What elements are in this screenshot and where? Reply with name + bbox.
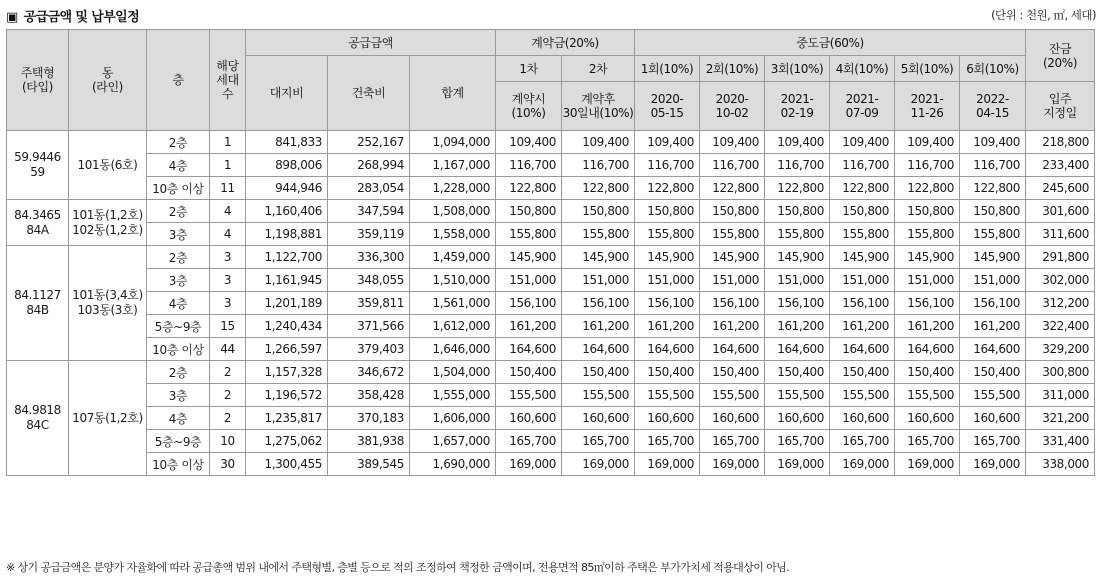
middle-payment-2-cell: 161,200 [700,315,765,338]
floor-cell: 2층 [147,200,210,223]
section-title-text: 공급금액 및 납부일정 [23,10,140,25]
unit-type-cell: 59.9446 59 [7,131,69,200]
middle-payment-1-cell: 160,600 [635,407,700,430]
floor-cell: 5층~9층 [147,315,210,338]
land-cost-cell: 1,198,881 [246,223,328,246]
land-cost-cell: 1,160,406 [246,200,328,223]
deposit-1-cell: 151,000 [496,269,562,292]
middle-payment-3-cell: 150,400 [765,361,830,384]
middle-payment-3-cell: 156,100 [765,292,830,315]
middle-payment-2-cell: 151,000 [700,269,765,292]
floor-cell: 2층 [147,131,210,154]
land-cost-cell: 841,833 [246,131,328,154]
deposit-2-cell: 116,700 [562,154,635,177]
building-cost-cell: 336,300 [328,246,410,269]
deposit-2-cell: 156,100 [562,292,635,315]
balance-cell: 300,800 [1026,361,1095,384]
building-cost-cell: 347,594 [328,200,410,223]
middle-payment-3-cell: 155,500 [765,384,830,407]
middle-payment-5-cell: 150,800 [895,200,960,223]
table-row [7,200,1095,223]
header-deposit-1-due: 계약시 (10%) [496,82,562,131]
building-line-cell: 101동(6호) [69,131,147,200]
deposit-2-cell: 122,800 [562,177,635,200]
deposit-2-cell: 150,800 [562,200,635,223]
middle-payment-1-cell: 122,800 [635,177,700,200]
deposit-1-cell: 160,600 [496,407,562,430]
middle-payment-2-cell: 150,400 [700,361,765,384]
building-line-cell: 101동(3,4호) 103동(3호) [69,246,147,361]
floor-cell: 2층 [147,361,210,384]
square-bullet-icon: ▣ [6,10,18,25]
middle-payment-5-cell: 155,500 [895,384,960,407]
households-cell: 2 [210,407,246,430]
total-cell: 1,504,000 [410,361,496,384]
middle-payment-4-cell: 165,700 [830,430,895,453]
deposit-2-cell: 109,400 [562,131,635,154]
middle-payment-3-cell: 116,700 [765,154,830,177]
floor-cell: 3층 [147,269,210,292]
land-cost-cell: 1,196,572 [246,384,328,407]
building-cost-cell: 268,994 [328,154,410,177]
middle-payment-1-cell: 151,000 [635,269,700,292]
deposit-2-cell: 155,500 [562,384,635,407]
middle-payment-3-cell: 145,900 [765,246,830,269]
middle-payment-5-cell: 156,100 [895,292,960,315]
households-cell: 1 [210,154,246,177]
middle-payment-6-cell: 160,600 [960,407,1026,430]
deposit-1-cell: 109,400 [496,131,562,154]
table-row [7,407,1095,430]
middle-payment-1-cell: 109,400 [635,131,700,154]
land-cost-cell: 1,300,455 [246,453,328,476]
header-middle-3-due: 2021- 02-19 [765,82,830,131]
header-middle-1-due: 2020- 05-15 [635,82,700,131]
land-cost-cell: 1,275,062 [246,430,328,453]
middle-payment-5-cell: 109,400 [895,131,960,154]
deposit-2-cell: 161,200 [562,315,635,338]
deposit-1-cell: 164,600 [496,338,562,361]
deposit-2-cell: 169,000 [562,453,635,476]
middle-payment-5-cell: 169,000 [895,453,960,476]
middle-payment-3-cell: 169,000 [765,453,830,476]
middle-payment-4-cell: 150,400 [830,361,895,384]
middle-payment-6-cell: 161,200 [960,315,1026,338]
floor-cell: 10층 이상 [147,338,210,361]
table-row [7,269,1095,292]
unit-type-cell: 84.3465 84A [7,200,69,246]
building-cost-cell: 283,054 [328,177,410,200]
building-cost-cell: 346,672 [328,361,410,384]
middle-payment-4-cell: 161,200 [830,315,895,338]
households-cell: 30 [210,453,246,476]
deposit-1-cell: 165,700 [496,430,562,453]
header-building-cost: 건축비 [328,56,410,131]
header-households: 해당 세대 수 [210,30,246,131]
middle-payment-4-cell: 116,700 [830,154,895,177]
balance-cell: 312,200 [1026,292,1095,315]
deposit-1-cell: 155,500 [496,384,562,407]
middle-payment-1-cell: 155,800 [635,223,700,246]
households-cell: 2 [210,384,246,407]
middle-payment-1-cell: 155,500 [635,384,700,407]
middle-payment-6-cell: 122,800 [960,177,1026,200]
header-middle-6: 6회(10%) [960,56,1026,82]
table-header [7,30,1095,131]
middle-payment-5-cell: 116,700 [895,154,960,177]
header-deposit-2-due: 계약후 30일내(10%) [562,82,635,131]
balance-cell: 321,200 [1026,407,1095,430]
middle-payment-2-cell: 122,800 [700,177,765,200]
deposit-1-cell: 150,400 [496,361,562,384]
middle-payment-6-cell: 155,500 [960,384,1026,407]
middle-payment-3-cell: 161,200 [765,315,830,338]
middle-payment-5-cell: 150,400 [895,361,960,384]
building-cost-cell: 252,167 [328,131,410,154]
middle-payment-2-cell: 164,600 [700,338,765,361]
table-row [7,223,1095,246]
balance-cell: 329,200 [1026,338,1095,361]
header-middle-5-due: 2021- 11-26 [895,82,960,131]
balance-cell: 233,400 [1026,154,1095,177]
table-row [7,292,1095,315]
middle-payment-3-cell: 151,000 [765,269,830,292]
balance-cell: 311,000 [1026,384,1095,407]
header-supply-amount: 공급금액 [246,30,496,56]
balance-cell: 245,600 [1026,177,1095,200]
middle-payment-6-cell: 150,800 [960,200,1026,223]
deposit-2-cell: 151,000 [562,269,635,292]
middle-payment-4-cell: 150,800 [830,200,895,223]
balance-cell: 338,000 [1026,453,1095,476]
middle-payment-6-cell: 169,000 [960,453,1026,476]
households-cell: 1 [210,131,246,154]
households-cell: 4 [210,200,246,223]
deposit-1-cell: 116,700 [496,154,562,177]
land-cost-cell: 1,201,189 [246,292,328,315]
header-deposit-1: 1차 [496,56,562,82]
middle-payment-5-cell: 155,800 [895,223,960,246]
price-schedule-table [6,29,1095,476]
floor-cell: 4층 [147,154,210,177]
table-row [7,453,1095,476]
floor-cell: 4층 [147,292,210,315]
total-cell: 1,228,000 [410,177,496,200]
middle-payment-6-cell: 164,600 [960,338,1026,361]
table-row [7,338,1095,361]
balance-cell: 218,800 [1026,131,1095,154]
middle-payment-4-cell: 155,500 [830,384,895,407]
middle-payment-3-cell: 164,600 [765,338,830,361]
middle-payment-1-cell: 150,800 [635,200,700,223]
land-cost-cell: 898,006 [246,154,328,177]
middle-payment-5-cell: 151,000 [895,269,960,292]
deposit-2-cell: 145,900 [562,246,635,269]
middle-payment-2-cell: 109,400 [700,131,765,154]
deposit-2-cell: 165,700 [562,430,635,453]
total-cell: 1,690,000 [410,453,496,476]
header-middle-2-due: 2020- 10-02 [700,82,765,131]
header-floor: 층 [147,30,210,131]
section-title [6,6,139,25]
balance-cell: 301,600 [1026,200,1095,223]
balance-cell: 311,600 [1026,223,1095,246]
households-cell: 15 [210,315,246,338]
middle-payment-5-cell: 161,200 [895,315,960,338]
middle-payment-2-cell: 160,600 [700,407,765,430]
middle-payment-4-cell: 160,600 [830,407,895,430]
balance-cell: 322,400 [1026,315,1095,338]
building-line-cell: 101동(1,2호) 102동(1,2호) [69,200,147,246]
header-middle-4-due: 2021- 07-09 [830,82,895,131]
building-cost-cell: 389,545 [328,453,410,476]
households-cell: 2 [210,361,246,384]
total-cell: 1,657,000 [410,430,496,453]
middle-payment-1-cell: 145,900 [635,246,700,269]
middle-payment-6-cell: 151,000 [960,269,1026,292]
building-cost-cell: 359,119 [328,223,410,246]
deposit-1-cell: 156,100 [496,292,562,315]
unit-type-cell: 84.9818 84C [7,361,69,476]
total-cell: 1,510,000 [410,269,496,292]
middle-payment-2-cell: 145,900 [700,246,765,269]
header-deposit: 계약금(20%) [496,30,635,56]
land-cost-cell: 1,161,945 [246,269,328,292]
middle-payment-4-cell: 156,100 [830,292,895,315]
table-row [7,361,1095,384]
middle-payment-1-cell: 165,700 [635,430,700,453]
header-middle-6-due: 2022- 04-15 [960,82,1026,131]
middle-payment-1-cell: 169,000 [635,453,700,476]
deposit-2-cell: 155,800 [562,223,635,246]
households-cell: 11 [210,177,246,200]
header-middle-payment: 중도금(60%) [635,30,1026,56]
middle-payment-1-cell: 150,400 [635,361,700,384]
total-cell: 1,646,000 [410,338,496,361]
middle-payment-5-cell: 160,600 [895,407,960,430]
middle-payment-1-cell: 164,600 [635,338,700,361]
total-cell: 1,555,000 [410,384,496,407]
header-middle-5: 5회(10%) [895,56,960,82]
floor-cell: 3층 [147,223,210,246]
header-middle-3: 3회(10%) [765,56,830,82]
middle-payment-6-cell: 145,900 [960,246,1026,269]
deposit-1-cell: 155,800 [496,223,562,246]
land-cost-cell: 944,946 [246,177,328,200]
floor-cell: 10층 이상 [147,177,210,200]
table-body [7,131,1095,476]
header-deposit-2: 2차 [562,56,635,82]
middle-payment-1-cell: 116,700 [635,154,700,177]
total-cell: 1,167,000 [410,154,496,177]
unit-note: (단위 : 천원, ㎡, 세대) [991,8,1096,22]
land-cost-cell: 1,240,434 [246,315,328,338]
middle-payment-3-cell: 165,700 [765,430,830,453]
header-dong: 동 (라인) [69,30,147,131]
deposit-1-cell: 169,000 [496,453,562,476]
balance-cell: 331,400 [1026,430,1095,453]
households-cell: 4 [210,223,246,246]
middle-payment-4-cell: 109,400 [830,131,895,154]
middle-payment-5-cell: 122,800 [895,177,960,200]
middle-payment-2-cell: 116,700 [700,154,765,177]
deposit-1-cell: 122,800 [496,177,562,200]
building-cost-cell: 371,566 [328,315,410,338]
households-cell: 10 [210,430,246,453]
middle-payment-6-cell: 109,400 [960,131,1026,154]
deposit-1-cell: 145,900 [496,246,562,269]
total-cell: 1,508,000 [410,200,496,223]
table-row [7,154,1095,177]
total-cell: 1,612,000 [410,315,496,338]
middle-payment-3-cell: 150,800 [765,200,830,223]
land-cost-cell: 1,235,817 [246,407,328,430]
middle-payment-4-cell: 155,800 [830,223,895,246]
land-cost-cell: 1,266,597 [246,338,328,361]
deposit-2-cell: 160,600 [562,407,635,430]
middle-payment-4-cell: 151,000 [830,269,895,292]
middle-payment-2-cell: 155,800 [700,223,765,246]
middle-payment-5-cell: 164,600 [895,338,960,361]
middle-payment-4-cell: 145,900 [830,246,895,269]
building-cost-cell: 381,938 [328,430,410,453]
footnote: ※ 상기 공급금액은 분양가 자율화에 따라 공급총액 범위 내에서 주택형별, 층별 등으로 적의 조정하여 책정한 금액이며, 전용면적 85㎡이하 주택은 부가가치세 적용대상이 아님. [6,561,790,574]
table-row [7,430,1095,453]
table-row [7,315,1095,338]
households-cell: 3 [210,269,246,292]
middle-payment-2-cell: 155,500 [700,384,765,407]
middle-payment-6-cell: 156,100 [960,292,1026,315]
total-cell: 1,459,000 [410,246,496,269]
building-cost-cell: 358,428 [328,384,410,407]
land-cost-cell: 1,122,700 [246,246,328,269]
table-row [7,384,1095,407]
building-line-cell: 107동(1,2호) [69,361,147,476]
middle-payment-4-cell: 169,000 [830,453,895,476]
floor-cell: 4층 [147,407,210,430]
middle-payment-6-cell: 150,400 [960,361,1026,384]
middle-payment-6-cell: 165,700 [960,430,1026,453]
middle-payment-3-cell: 155,800 [765,223,830,246]
middle-payment-2-cell: 150,800 [700,200,765,223]
header-middle-4: 4회(10%) [830,56,895,82]
header-balance-due: 입주 지정일 [1026,82,1095,131]
header-middle-2: 2회(10%) [700,56,765,82]
table-row [7,131,1095,154]
header-bar [0,0,1100,28]
unit-type-cell: 84.1127 84B [7,246,69,361]
middle-payment-4-cell: 164,600 [830,338,895,361]
building-cost-cell: 379,403 [328,338,410,361]
building-cost-cell: 370,183 [328,407,410,430]
middle-payment-6-cell: 155,800 [960,223,1026,246]
deposit-2-cell: 164,600 [562,338,635,361]
middle-payment-3-cell: 109,400 [765,131,830,154]
deposit-2-cell: 150,400 [562,361,635,384]
floor-cell: 2층 [147,246,210,269]
header-middle-1: 1회(10%) [635,56,700,82]
total-cell: 1,606,000 [410,407,496,430]
middle-payment-2-cell: 156,100 [700,292,765,315]
households-cell: 3 [210,246,246,269]
middle-payment-1-cell: 161,200 [635,315,700,338]
floor-cell: 10층 이상 [147,453,210,476]
building-cost-cell: 348,055 [328,269,410,292]
deposit-1-cell: 161,200 [496,315,562,338]
middle-payment-6-cell: 116,700 [960,154,1026,177]
middle-payment-1-cell: 156,100 [635,292,700,315]
households-cell: 3 [210,292,246,315]
floor-cell: 3층 [147,384,210,407]
middle-payment-5-cell: 145,900 [895,246,960,269]
table-row [7,246,1095,269]
middle-payment-4-cell: 122,800 [830,177,895,200]
total-cell: 1,094,000 [410,131,496,154]
header-balance: 잔금 (20%) [1026,30,1095,82]
households-cell: 44 [210,338,246,361]
header-land-cost: 대지비 [246,56,328,131]
header-type: 주택형 (타입) [7,30,69,131]
total-cell: 1,561,000 [410,292,496,315]
building-cost-cell: 359,811 [328,292,410,315]
floor-cell: 5층~9층 [147,430,210,453]
middle-payment-3-cell: 122,800 [765,177,830,200]
header-total: 합계 [410,56,496,131]
balance-cell: 302,000 [1026,269,1095,292]
land-cost-cell: 1,157,328 [246,361,328,384]
middle-payment-3-cell: 160,600 [765,407,830,430]
middle-payment-2-cell: 169,000 [700,453,765,476]
deposit-1-cell: 150,800 [496,200,562,223]
middle-payment-5-cell: 165,700 [895,430,960,453]
total-cell: 1,558,000 [410,223,496,246]
table-row [7,177,1095,200]
middle-payment-2-cell: 165,700 [700,430,765,453]
balance-cell: 291,800 [1026,246,1095,269]
